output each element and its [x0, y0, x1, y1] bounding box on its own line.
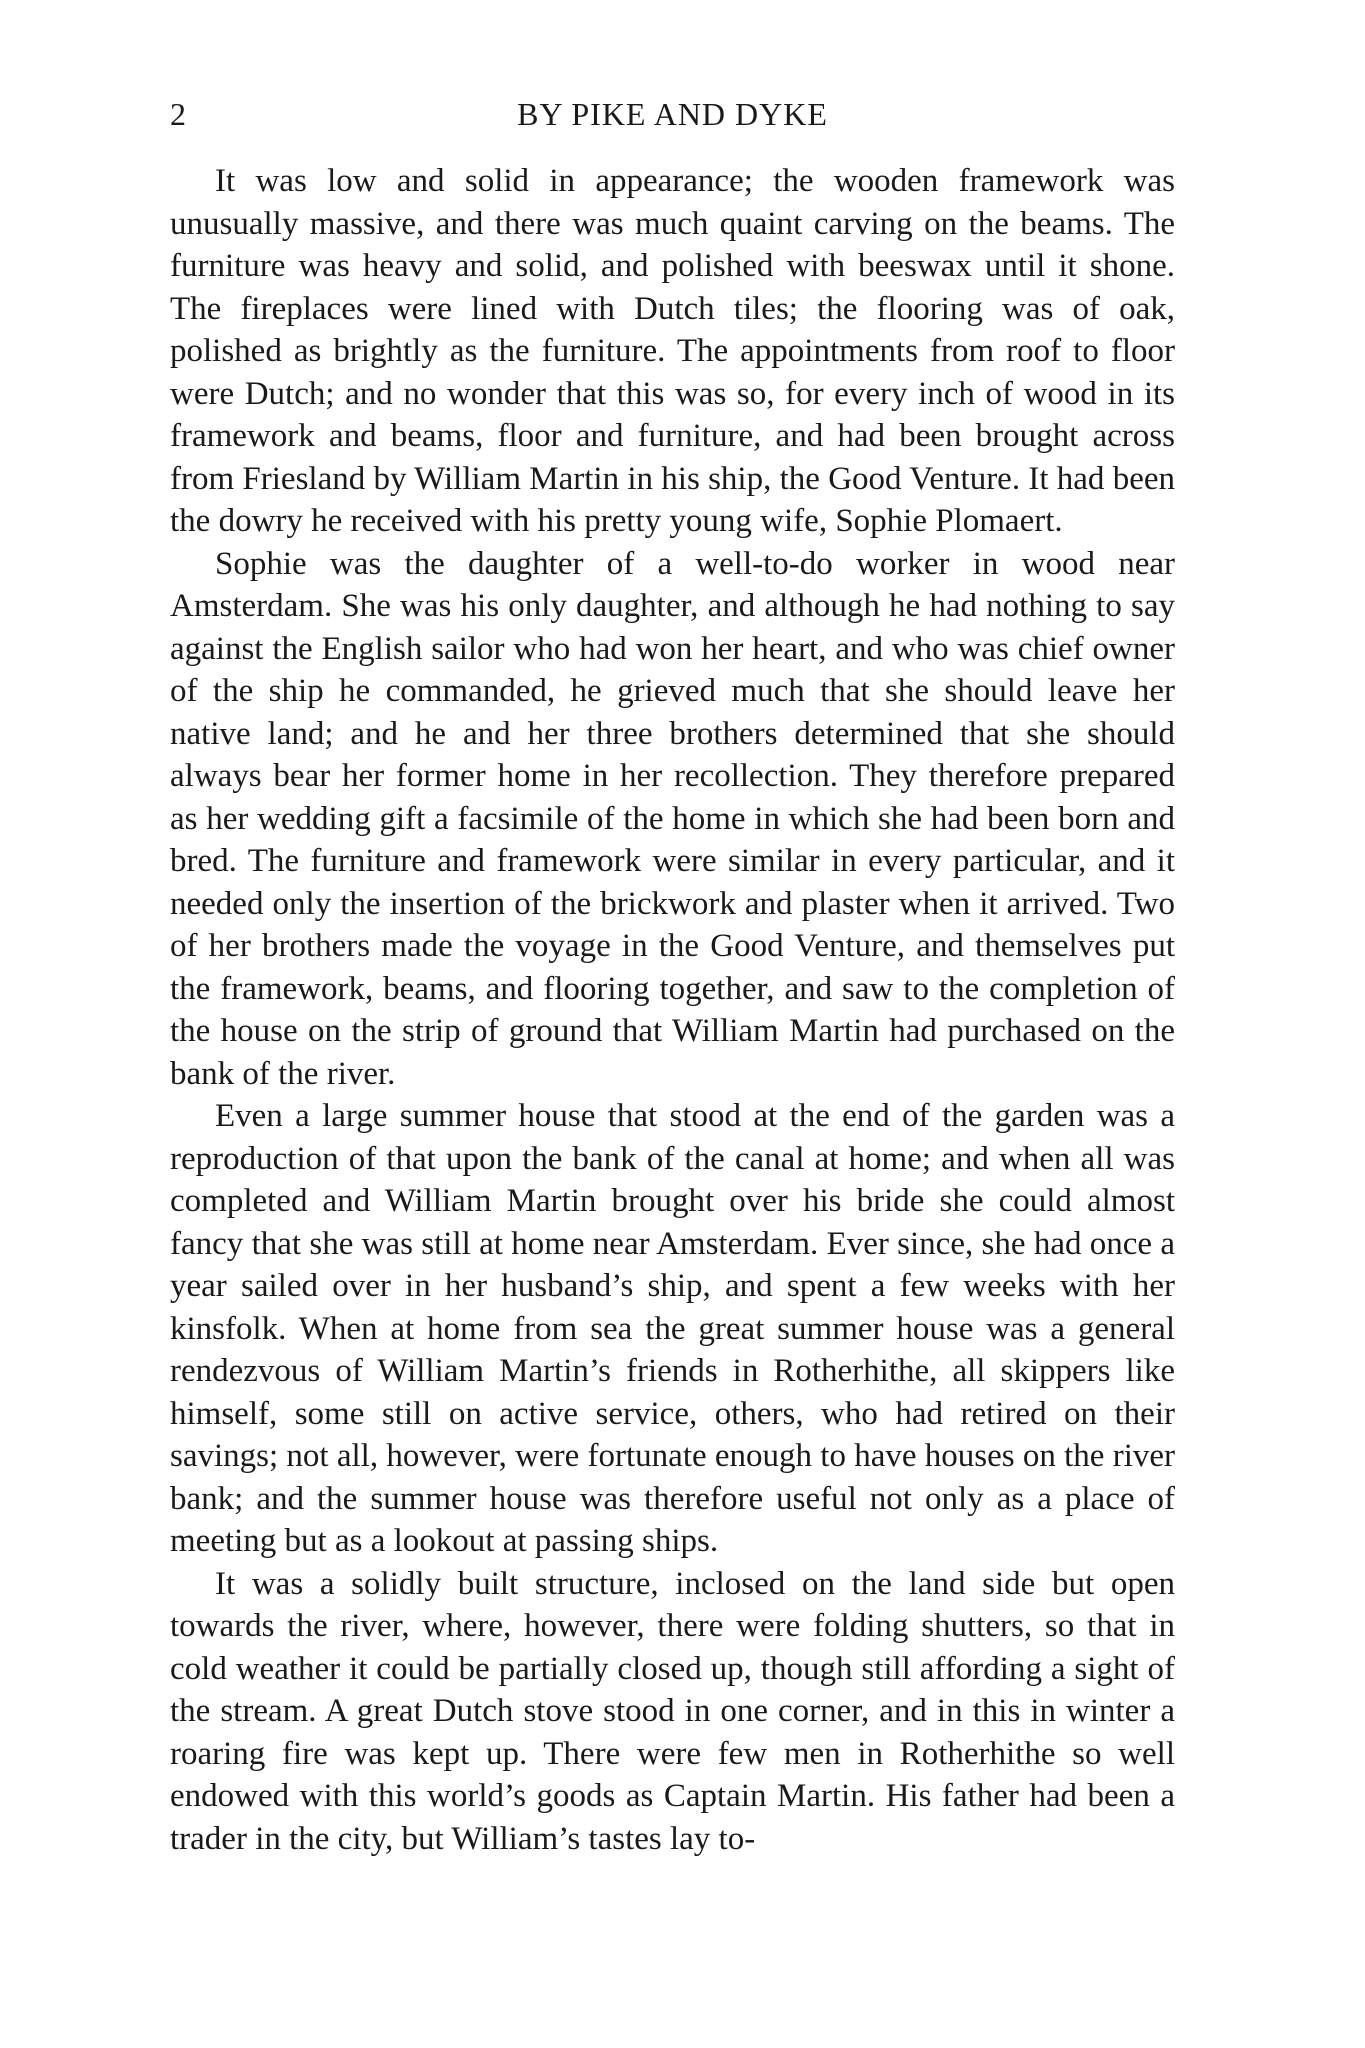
running-head	[170, 90, 1175, 138]
paragraph: Even a large summer house that stood at the end of the garden was a reproduction of that upon the bank of the canal at home; and when all was completed and William Martin brought over his bride she could almost fancy that she was still at home near Amsterdam. Ever since, she had once a year sailed over in her husband’s ship, and spent a few weeks with her kinsfolk. When at home from sea the great summer house was a general rendezvous of William Martin’s friends in Rotherhithe, all skippers like himself, some still on active service, others, who had retired on their savings; not all, however, were fortunate enough to have houses on the river bank; and the summer house was therefore useful not only as a place of meeting but as a lookout at passing ships.	[170, 1098, 1175, 1559]
page-number: 2	[170, 96, 186, 132]
paragraph: It was a solidly built structure, inclosed on the land side but open towards the river, where, however, there were folding shutters, so that in cold weather it could be partially closed up, though still affording a sight of the stream. A great Dutch stove stood in one corner, and in this in winter a roaring fire was kept up. There were few men in Rotherhithe so well endowed with this world’s goods as Captain Martin. His father had been a trader in the city, but William’s tastes lay to-	[170, 1565, 1175, 1857]
running-title: BY PIKE AND DYKE	[517, 96, 828, 132]
book-page	[170, 90, 1175, 1860]
paragraph: Sophie was the daughter of a well-to-do worker in wood near Amsterdam. She was his only daughter, and although he had nothing to say against the English sailor who had won her heart, and who was chief owner of the ship he commanded, he grieved much that she should leave her native land; and he and her three brothers determined that she should always bear her former home in her recollection. They therefore prepared as her wedding gift a facsimile of the home in which she had been born and bred. The furniture and framework were similar in every particular, and it needed only the insertion of the brickwork and plaster when it arrived. Two of her brothers made the voyage in the Good Venture, and themselves put the framework, beams, and flooring together, and saw to the completion of the house on the strip of ground that William Martin had purchased on the bank of the river.	[170, 545, 1175, 1092]
body-text	[170, 160, 1175, 1860]
paragraph: It was low and solid in appearance; the wooden framework was unusually massive, and there was much quaint carving on the beams. The furniture was heavy and solid, and polished with beeswax until it shone. The fireplaces were lined with Dutch tiles; the flooring was of oak, polished as brightly as the furniture. The appointments from roof to floor were Dutch; and no wonder that this was so, for every inch of wood in its framework and beams, floor and furniture, and had been brought across from Friesland by William Martin in his ship, the Good Venture. It had been the dowry he received with his pretty young wife, Sophie Plomaert.	[170, 163, 1175, 539]
